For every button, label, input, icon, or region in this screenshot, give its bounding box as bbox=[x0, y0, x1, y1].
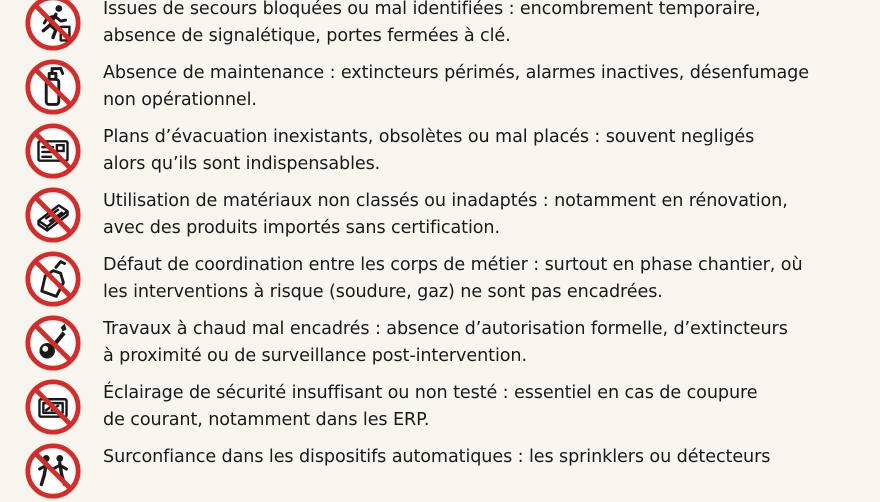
item-text bbox=[103, 60, 873, 114]
item-text-line: Utilisation de matériaux non classés ou inadaptés : notamment en rénovation, bbox=[103, 191, 788, 211]
running-person-icon bbox=[24, 0, 82, 52]
list-item bbox=[0, 54, 880, 118]
evacuation-plan-icon bbox=[24, 122, 82, 180]
item-text bbox=[103, 444, 873, 471]
item-text-line: Défaut de coordination entre les corps de métier : surtout en phase chantier, où bbox=[103, 255, 803, 275]
item-text-line: Éclairage de sécurité insuffisant ou non testé : essentiel en cas de coupure bbox=[103, 383, 758, 403]
list-item bbox=[0, 438, 880, 502]
item-text bbox=[103, 316, 873, 370]
item-text-line: Issues de secours bloquées ou mal identifiées : encombrement temporaire, bbox=[103, 0, 761, 19]
item-text bbox=[103, 380, 873, 434]
building-material-icon bbox=[24, 186, 82, 244]
list-item bbox=[0, 374, 880, 438]
item-text-line: Plans d’évacuation inexistants, obsolètes ou mal placés : souvent negligés bbox=[103, 127, 755, 147]
list-item bbox=[0, 182, 880, 246]
item-text-line: de courant, notamment dans les ERP. bbox=[103, 410, 430, 430]
emergency-light-icon bbox=[24, 378, 82, 436]
item-text-line: avec des produits importés sans certification. bbox=[103, 218, 500, 238]
item-text bbox=[103, 188, 873, 242]
welding-fire-icon bbox=[24, 314, 82, 372]
item-text bbox=[103, 124, 873, 178]
item-text-line: Absence de maintenance : extincteurs périmés, alarmes inactives, désenfumage bbox=[103, 63, 809, 83]
item-text-line: les interventions à risque (soudure, gaz) ne sont pas encadrées. bbox=[103, 282, 663, 302]
item-text-line: absence de signalétique, portes fermées à clé. bbox=[103, 26, 511, 46]
gas-cylinder-icon bbox=[24, 250, 82, 308]
item-text-line: Surconfiance dans les dispositifs automatiques : les sprinklers ou détecteurs bbox=[103, 447, 771, 467]
item-text-line: non opérationnel. bbox=[103, 90, 257, 110]
item-text bbox=[103, 0, 873, 50]
list-item bbox=[0, 118, 880, 182]
item-text bbox=[103, 252, 873, 306]
people-icon bbox=[24, 442, 82, 500]
list-item bbox=[0, 0, 880, 54]
fire-extinguisher-icon bbox=[24, 58, 82, 116]
list-item bbox=[0, 246, 880, 310]
item-text-line: alors qu’ils sont indispensables. bbox=[103, 154, 381, 174]
item-text-line: Travaux à chaud mal encadrés : absence d’autorisation formelle, d’extincteurs bbox=[103, 319, 788, 339]
list-item bbox=[0, 310, 880, 374]
item-text-line: à proximité ou de surveillance post-intervention. bbox=[103, 346, 527, 366]
